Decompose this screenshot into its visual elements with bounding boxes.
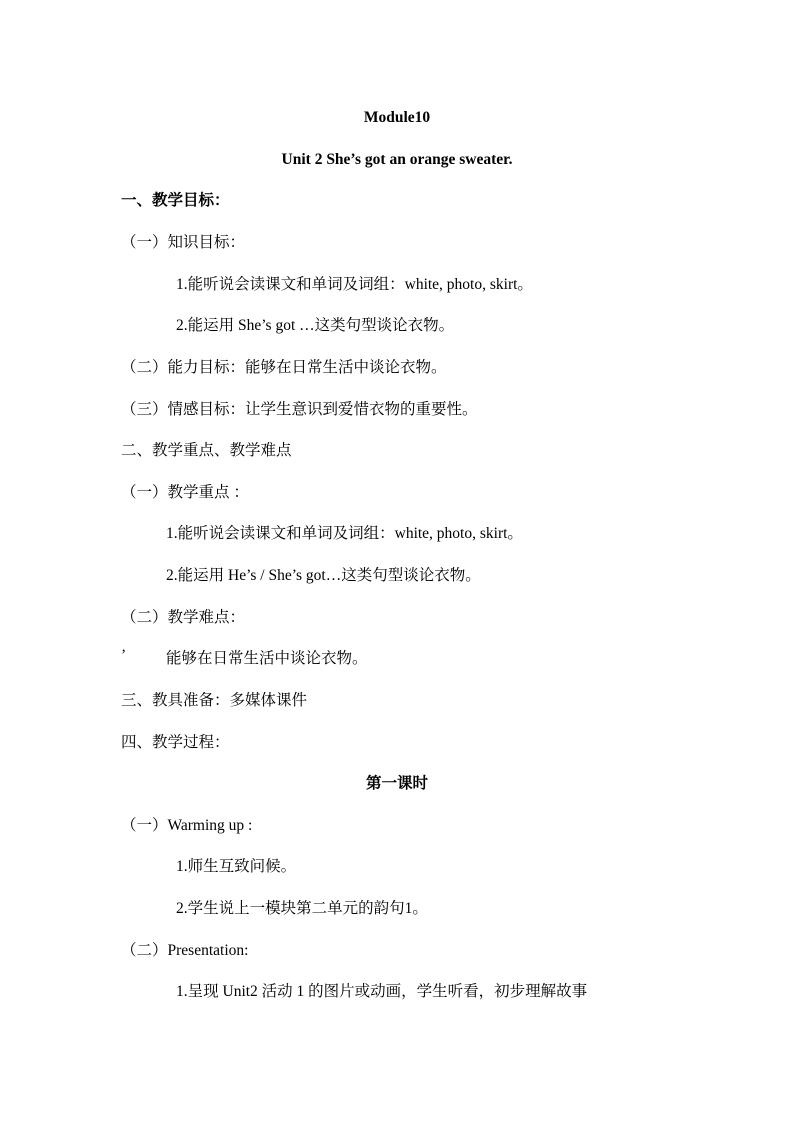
subsection-knowledge: （一）知识目标： bbox=[121, 234, 246, 251]
paragraph-text: 能够在日常生活中谈论衣物。 bbox=[166, 650, 368, 667]
list-item: 2.能运用 She’s got …这类句型谈论衣物。 bbox=[176, 317, 455, 334]
subsection-keypoints: （一）教学重点 ： bbox=[121, 484, 249, 501]
subsection-emotion: （三）情感目标：让学生意识到爱惜衣物的重要性。 bbox=[121, 401, 478, 418]
subsection-ability: （二）能力目标：能够在日常生活中谈论衣物。 bbox=[121, 359, 447, 376]
lesson-heading: 第一课时 bbox=[365, 775, 428, 792]
list-item: 1.呈现 Unit2 活动 1 的图片或动画，学生听看，初步理解故事 bbox=[176, 983, 588, 1000]
list-item: 2.学生说上一模块第二单元的韵句1。 bbox=[176, 900, 428, 917]
list-item: 1.师生互致问候。 bbox=[176, 858, 297, 875]
section-heading-process: 四、教学过程： bbox=[121, 734, 230, 751]
document-subtitle: Unit 2 She’s got an orange sweater. bbox=[281, 151, 513, 168]
document-title: Module10 bbox=[363, 109, 431, 126]
list-item: 2.能运用 He’s / She’s got…这类句型谈论衣物。 bbox=[166, 567, 481, 584]
subsection-warming-up: （一）Warming up : bbox=[121, 817, 253, 834]
list-item: 1.能听说会读课文和单词及词组：white, photo, skirt。 bbox=[176, 276, 533, 293]
section-heading-objectives: 一、教学目标： bbox=[121, 192, 230, 209]
section-heading-keypoints: 二、教学重点、教学难点 bbox=[121, 442, 292, 459]
subsection-difficulties: （二）教学难点： bbox=[121, 609, 246, 626]
section-heading-materials: 三、教具准备：多媒体课件 bbox=[121, 692, 308, 709]
stray-mark: ’ bbox=[121, 647, 127, 664]
list-item: 1.能听说会读课文和单词及词组：white, photo, skirt。 bbox=[166, 525, 523, 542]
subsection-presentation: （二）Presentation: bbox=[121, 942, 249, 959]
